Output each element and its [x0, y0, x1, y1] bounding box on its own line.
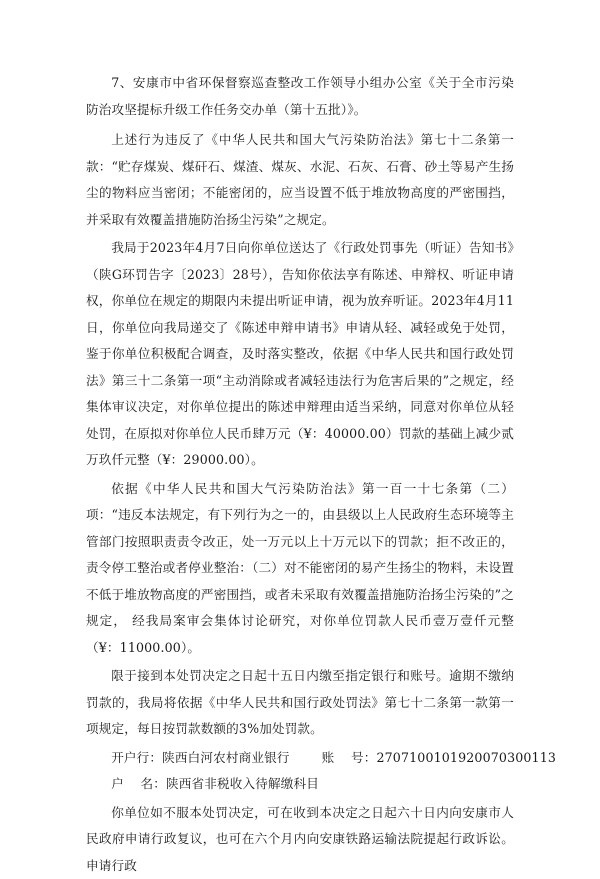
account-name-line — [86, 771, 514, 798]
notice-paragraph: 我局于2023年4月7日向你单位送达了《行政处罚事先（听证）告知书》（陕G环罚告字〔2023〕28号），告知你依法享有陈述、申辩权、听证申请权，你单位在规定的期限内未提出听证申请，视为放弃听证。2023年4月11日，你单位向我局递交了《陈述申辩申请书》申请从轻、减轻或免于处罚，鉴于你单位积极配合调查，及时落实整改，依据《中华人民共和国行政处罚法》第三十二条第一项“主动消除或者减轻违法行为危害后果的”之规定，经集体审议决定，对你单位提出的陈述申辩理由适当采纳，同意对你单位从轻处罚，在原拟对你单位人民币肆万元（¥：40000.00）罚款的基础上减少贰万玖仟元整（¥：29000.00）。 — [86, 235, 514, 474]
bank-label: 开户行： — [111, 750, 162, 765]
item-7: 7、安康市中省环保督察巡查整改工作领导小组办公室《关于全市污染防治攻坚提标升级工作任务交办单（第十五批）》。 — [86, 70, 514, 123]
basis-paragraph: 依据《中华人民共和国大气污染防治法》第一百一十七条第（二）项：“违反本法规定，有下列行为之一的，由县级以上人民政府生态环境等主管部门按照职责责令改正，处一万元以上十万元以下的罚款；拒不改正的，责令停工整治或者停业整治：（二）对不能密闭的易产生扬尘的物料，未设置不低于堆放物高度的严密围挡，或者未采取有效覆盖措施防治扬尘污染的”之规定， 经我局案审会集体讨论研究，对你单位罚款人民币壹万壹仟元整（¥：11000.00）。 — [86, 476, 514, 662]
account-value: 2707100101920070300113 — [376, 750, 556, 765]
appeal-paragraph: 你单位如不服本处罚决定，可在收到本决定之日起六十日内向安康市人民政府申请行政复议，也可在六个月内向安康铁路运输法院提起行政诉讼。申请行政 — [86, 800, 514, 879]
account-label: 账 号： — [322, 750, 377, 765]
name-label: 户 名： — [111, 776, 166, 791]
deadline-paragraph: 限于接到本处罚决定之日起十五日内缴至指定银行和账号。逾期不缴纳罚款的，我局将依据《中华人民共和国行政处罚法》第七十二条第一款第一项规定，每日按罚款数额的3%加处罚款。 — [86, 663, 514, 743]
bank-value: 陕西白河农村商业银行 — [162, 750, 289, 765]
bank-line — [86, 745, 514, 772]
name-value: 陕西省非税收入待解缴科目 — [166, 776, 319, 791]
violation-paragraph: 上述行为违反了《中华人民共和国大气污染防治法》第七十二条第一款：“贮存煤炭、煤矸石、煤渣、煤灰、水泥、石灰、石膏、砂土等易产生扬尘的物料应当密闭；不能密闭的，应当设置不低于堆放物高度的严密围挡，并采取有效覆盖措施防治扬尘污染”之规定。 — [86, 127, 514, 233]
